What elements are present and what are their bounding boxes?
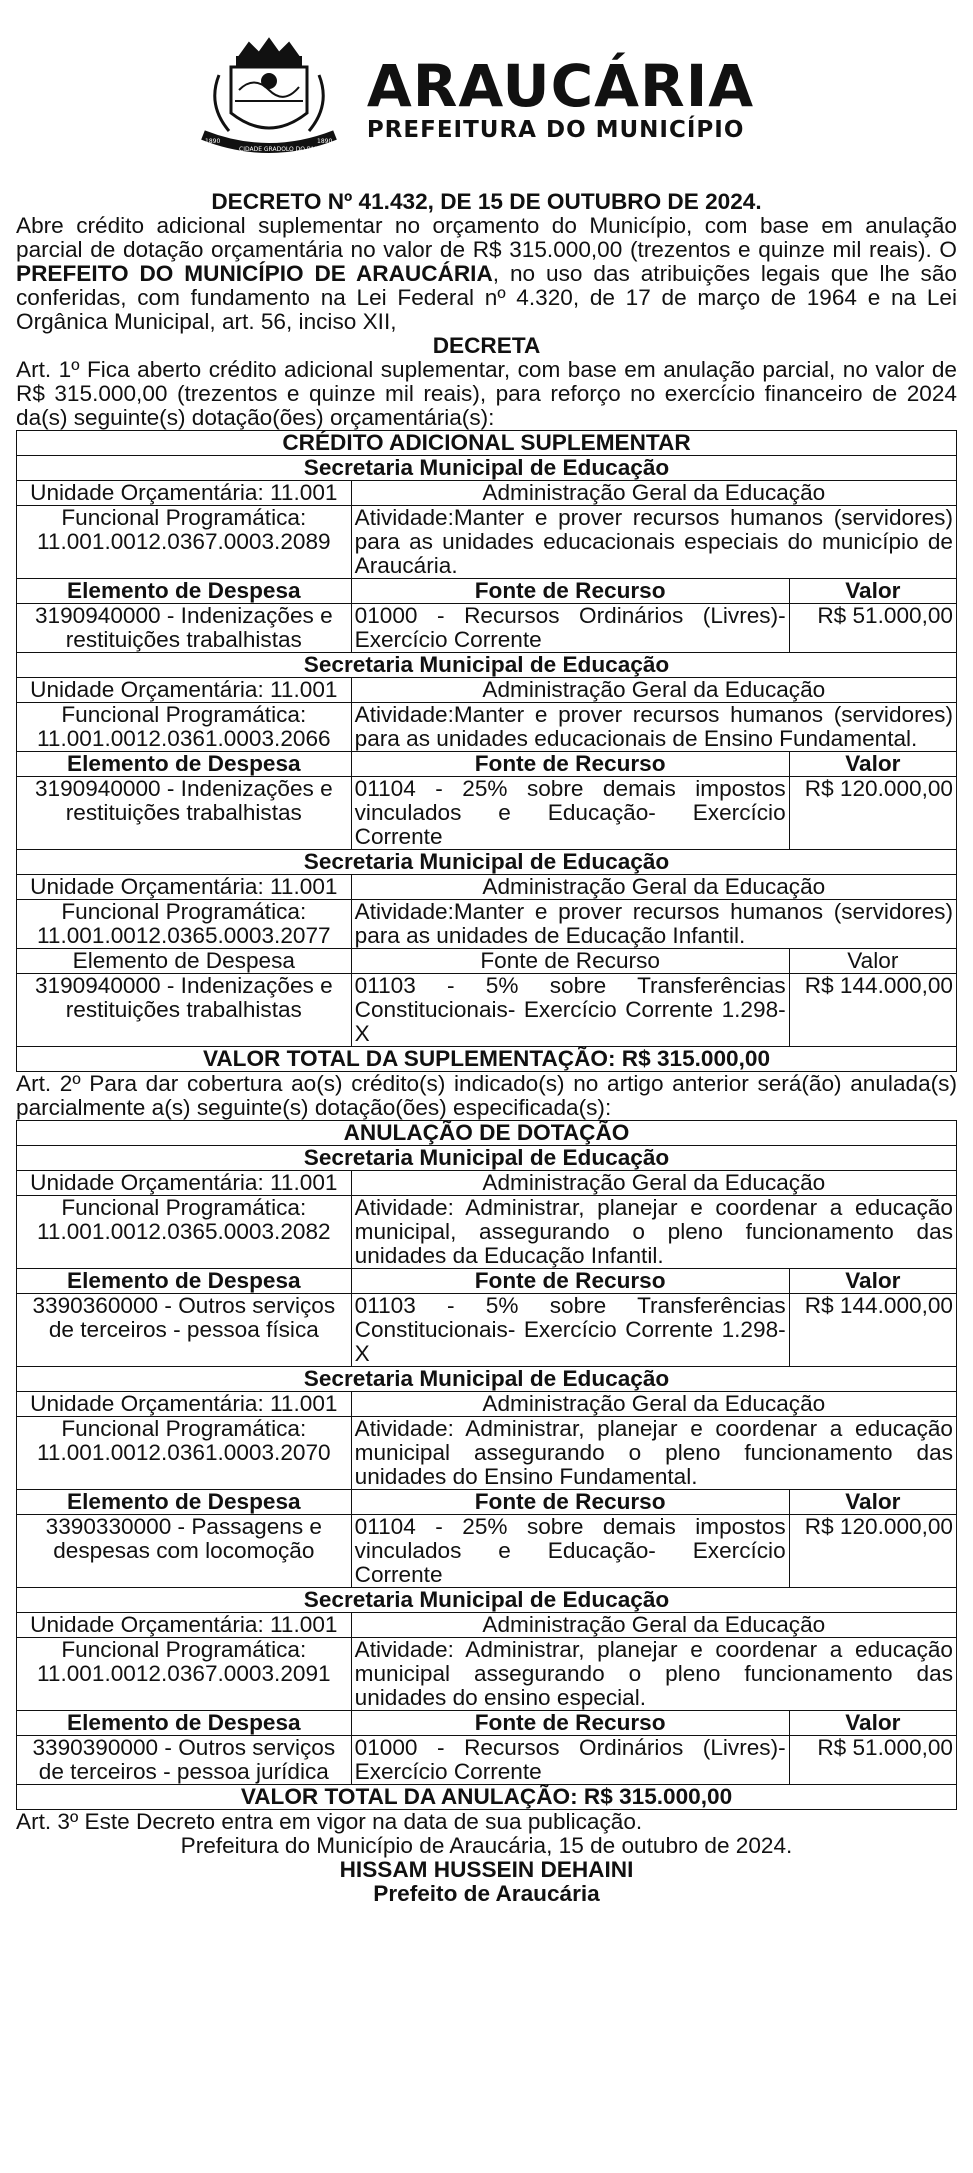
elemento-despesa: 3190940000 - Indenizações e restituições trabalhistas bbox=[17, 604, 352, 653]
elemento-despesa: 3190940000 - Indenizações e restituições trabalhistas bbox=[17, 974, 352, 1047]
elemento-despesa: 3390390000 - Outros serviços de terceiros - pessoa jurídica bbox=[17, 1736, 352, 1785]
header-elemento: Elemento de Despesa bbox=[17, 1490, 352, 1515]
header-fonte: Fonte de Recurso bbox=[351, 1490, 789, 1515]
valor: R$ 144.000,00 bbox=[789, 1294, 956, 1367]
header-fonte: Fonte de Recurso bbox=[351, 949, 789, 974]
unidade-description: Administração Geral da Educação bbox=[351, 678, 956, 703]
unidade-row bbox=[17, 875, 957, 900]
header-valor: Valor bbox=[789, 1711, 956, 1736]
header-fonte: Fonte de Recurso bbox=[351, 1711, 789, 1736]
funcional-programatica: Funcional Programática: 11.001.0012.0361.0003.2066 bbox=[17, 703, 352, 752]
unidade-description: Administração Geral da Educação bbox=[351, 1392, 956, 1417]
atividade-description: Atividade: Administrar, planejar e coordenar a educação municipal assegurando o pleno funcionamento das unidades do ensino especial. bbox=[351, 1638, 956, 1711]
header-elemento: Elemento de Despesa bbox=[17, 579, 352, 604]
table-row bbox=[17, 974, 957, 1047]
article-2: Art. 2º Para dar cobertura ao(s) crédito(s) indicado(s) no artigo anterior será(ão) anulada(s) parcialmente a(s) seguinte(s) dotação(ões) especificada(s): bbox=[16, 1071, 957, 1120]
fonte-recurso: 01104 - 25% sobre demais impostos vinculados e Educação- Exercício Corrente bbox=[351, 777, 789, 850]
brand-name: ARAUCÁRIA bbox=[366, 52, 755, 120]
elemento-despesa: 3190940000 - Indenizações e restituições trabalhistas bbox=[17, 777, 352, 850]
svg-text:1890: 1890 bbox=[204, 138, 221, 145]
brand-subtitle: PREFEITURA DO MUNICÍPIO bbox=[366, 117, 745, 143]
table-row bbox=[17, 1515, 957, 1588]
column-header-row bbox=[17, 949, 957, 974]
elemento-despesa: 3390360000 - Outros serviços de terceiros - pessoa física bbox=[17, 1294, 352, 1367]
secretaria-row bbox=[17, 850, 957, 875]
column-header-row bbox=[17, 1269, 957, 1294]
masthead bbox=[0, 30, 957, 170]
article-3: Art. 3º Este Decreto entra em vigor na data de sua publicação. bbox=[16, 1809, 643, 1834]
header-elemento: Elemento de Despesa bbox=[17, 949, 352, 974]
secretaria-name: Secretaria Municipal de Educação bbox=[17, 456, 957, 481]
atividade-description: Atividade:Manter e prover recursos humanos (servidores) para as unidades de Educação Infantil. bbox=[351, 900, 956, 949]
secretaria-row bbox=[17, 1588, 957, 1613]
fonte-recurso: 01103 - 5% sobre Transferências Constitucionais- Exercício Corrente 1.298-X bbox=[351, 974, 789, 1047]
preamble: Abre crédito adicional suplementar no orçamento do Município, com base em anulação parcial de dotação orçamentária no valor de R$ 315.000,00 (trezentos e quinze mil reais). O PREFEITO DO MUNICÍPIO DE ARAUCÁRIA, no uso das atribuições legais que lhe são conferidas, com fundamento na Lei Federal nº 4.320, de 17 de março de 1964 e na Lei Orgânica Municipal, art. 56, inciso XII, bbox=[16, 213, 957, 334]
place-date: Prefeitura do Município de Araucária, 15 de outubro de 2024. bbox=[180, 1833, 793, 1858]
unidade-description: Administração Geral da Educação bbox=[351, 875, 956, 900]
annulment-table bbox=[16, 1120, 957, 1810]
signer-name: HISSAM HUSSEIN DEHAINI bbox=[339, 1857, 634, 1882]
secretaria-row bbox=[17, 1146, 957, 1171]
secretaria-name: Secretaria Municipal de Educação bbox=[17, 653, 957, 678]
funcional-row bbox=[17, 506, 957, 579]
funcional-row bbox=[17, 1417, 957, 1490]
valor: R$ 120.000,00 bbox=[789, 777, 956, 850]
atividade-description: Atividade: Administrar, planejar e coordenar a educação municipal, assegurando o pleno funcionamento das unidades da Educação Infantil. bbox=[351, 1196, 956, 1269]
header-elemento: Elemento de Despesa bbox=[17, 1269, 352, 1294]
header-fonte: Fonte de Recurso bbox=[351, 752, 789, 777]
funcional-programatica: Funcional Programática: 11.001.0012.0367.0003.2089 bbox=[17, 506, 352, 579]
unidade-label: Unidade Orçamentária: 11.001 bbox=[17, 481, 352, 506]
valor: R$ 120.000,00 bbox=[789, 1515, 956, 1588]
funcional-row bbox=[17, 1196, 957, 1269]
funcional-programatica: Funcional Programática: 11.001.0012.0365.0003.2077 bbox=[17, 900, 352, 949]
table-row bbox=[17, 1294, 957, 1367]
table-row bbox=[17, 604, 957, 653]
header-valor: Valor bbox=[789, 1490, 956, 1515]
fonte-recurso: 01000 - Recursos Ordinários (Livres)- Exercício Corrente bbox=[351, 604, 789, 653]
decree-title: DECRETO Nº 41.432, DE 15 DE OUTUBRO DE 2024. bbox=[211, 189, 762, 214]
unidade-row bbox=[17, 1392, 957, 1417]
secretaria-name: Secretaria Municipal de Educação bbox=[17, 1367, 957, 1392]
fonte-recurso: 01000 - Recursos Ordinários (Livres)- Exercício Corrente bbox=[351, 1736, 789, 1785]
fonte-recurso: 01104 - 25% sobre demais impostos vinculados e Educação- Exercício Corrente bbox=[351, 1515, 789, 1588]
unidade-description: Administração Geral da Educação bbox=[351, 481, 956, 506]
secretaria-name: Secretaria Municipal de Educação bbox=[17, 1588, 957, 1613]
header-valor: Valor bbox=[789, 752, 956, 777]
valor: R$ 51.000,00 bbox=[789, 1736, 956, 1785]
table-title: CRÉDITO ADICIONAL SUPLEMENTAR bbox=[17, 431, 957, 456]
header-valor: Valor bbox=[789, 1269, 956, 1294]
header-fonte: Fonte de Recurso bbox=[351, 579, 789, 604]
valor: R$ 51.000,00 bbox=[789, 604, 956, 653]
column-header-row bbox=[17, 1711, 957, 1736]
unidade-label: Unidade Orçamentária: 11.001 bbox=[17, 1392, 352, 1417]
unidade-row bbox=[17, 481, 957, 506]
secretaria-name: Secretaria Municipal de Educação bbox=[17, 1146, 957, 1171]
atividade-description: Atividade: Administrar, planejar e coordenar a educação municipal assegurando o pleno funcionamento das unidades do Ensino Fundamental. bbox=[351, 1417, 956, 1490]
supplement-table bbox=[16, 430, 957, 1072]
funcional-programatica: Funcional Programática: 11.001.0012.0367.0003.2091 bbox=[17, 1638, 352, 1711]
table-total: VALOR TOTAL DA SUPLEMENTAÇÃO: R$ 315.000,00 bbox=[17, 1047, 957, 1072]
unidade-row bbox=[17, 678, 957, 703]
header-valor: Valor bbox=[789, 579, 956, 604]
decreta-heading: DECRETA bbox=[432, 333, 541, 358]
unidade-row bbox=[17, 1613, 957, 1638]
elemento-despesa: 3390330000 - Passagens e despesas com locomoção bbox=[17, 1515, 352, 1588]
unidade-description: Administração Geral da Educação bbox=[351, 1613, 956, 1638]
atividade-description: Atividade:Manter e prover recursos humanos (servidores) para as unidades educacionais de Ensino Fundamental. bbox=[351, 703, 956, 752]
funcional-row bbox=[17, 1638, 957, 1711]
unidade-description: Administração Geral da Educação bbox=[351, 1171, 956, 1196]
column-header-row bbox=[17, 1490, 957, 1515]
secretaria-row bbox=[17, 1367, 957, 1392]
header-valor: Valor bbox=[789, 949, 956, 974]
unidade-label: Unidade Orçamentária: 11.001 bbox=[17, 678, 352, 703]
signer-title: Prefeito de Araucária bbox=[373, 1881, 600, 1906]
table-row bbox=[17, 777, 957, 850]
funcional-row bbox=[17, 900, 957, 949]
secretaria-name: Secretaria Municipal de Educação bbox=[17, 850, 957, 875]
fonte-recurso: 01103 - 5% sobre Transferências Constitucionais- Exercício Corrente 1.298-X bbox=[351, 1294, 789, 1367]
unidade-label: Unidade Orçamentária: 11.001 bbox=[17, 1171, 352, 1196]
header-elemento: Elemento de Despesa bbox=[17, 1711, 352, 1736]
brand-block bbox=[366, 52, 755, 143]
funcional-programatica: Funcional Programática: 11.001.0012.0365.0003.2082 bbox=[17, 1196, 352, 1269]
svg-text:CIDADE GRADOLO DO PARANÁ: CIDADE GRADOLO DO PARANÁ bbox=[238, 146, 331, 153]
article-1: Art. 1º Fica aberto crédito adicional suplementar, com base em anulação parcial, no valor de R$ 315.000,00 (trezentos e quinze mil reais), para reforço no exercício financeiro de 2024 da(s) seguinte(s) dotação(ões) orçamentária(s): bbox=[16, 357, 957, 430]
secretaria-row bbox=[17, 653, 957, 678]
column-header-row bbox=[17, 579, 957, 604]
svg-text:1890: 1890 bbox=[316, 138, 333, 145]
atividade-description: Atividade:Manter e prover recursos humanos (servidores) para as unidades educacionais especiais do município de Araucária. bbox=[351, 506, 956, 579]
funcional-programatica: Funcional Programática: 11.001.0012.0361.0003.2070 bbox=[17, 1417, 352, 1490]
unidade-label: Unidade Orçamentária: 11.001 bbox=[17, 875, 352, 900]
unidade-row bbox=[17, 1171, 957, 1196]
table-total: VALOR TOTAL DA ANULAÇÃO: R$ 315.000,00 bbox=[17, 1785, 957, 1810]
column-header-row bbox=[17, 752, 957, 777]
header-fonte: Fonte de Recurso bbox=[351, 1269, 789, 1294]
header-elemento: Elemento de Despesa bbox=[17, 752, 352, 777]
coat-of-arms-icon bbox=[189, 35, 349, 165]
unidade-label: Unidade Orçamentária: 11.001 bbox=[17, 1613, 352, 1638]
funcional-row bbox=[17, 703, 957, 752]
table-row bbox=[17, 1736, 957, 1785]
valor: R$ 144.000,00 bbox=[789, 974, 956, 1047]
secretaria-row bbox=[17, 456, 957, 481]
table-title: ANULAÇÃO DE DOTAÇÃO bbox=[17, 1121, 957, 1146]
